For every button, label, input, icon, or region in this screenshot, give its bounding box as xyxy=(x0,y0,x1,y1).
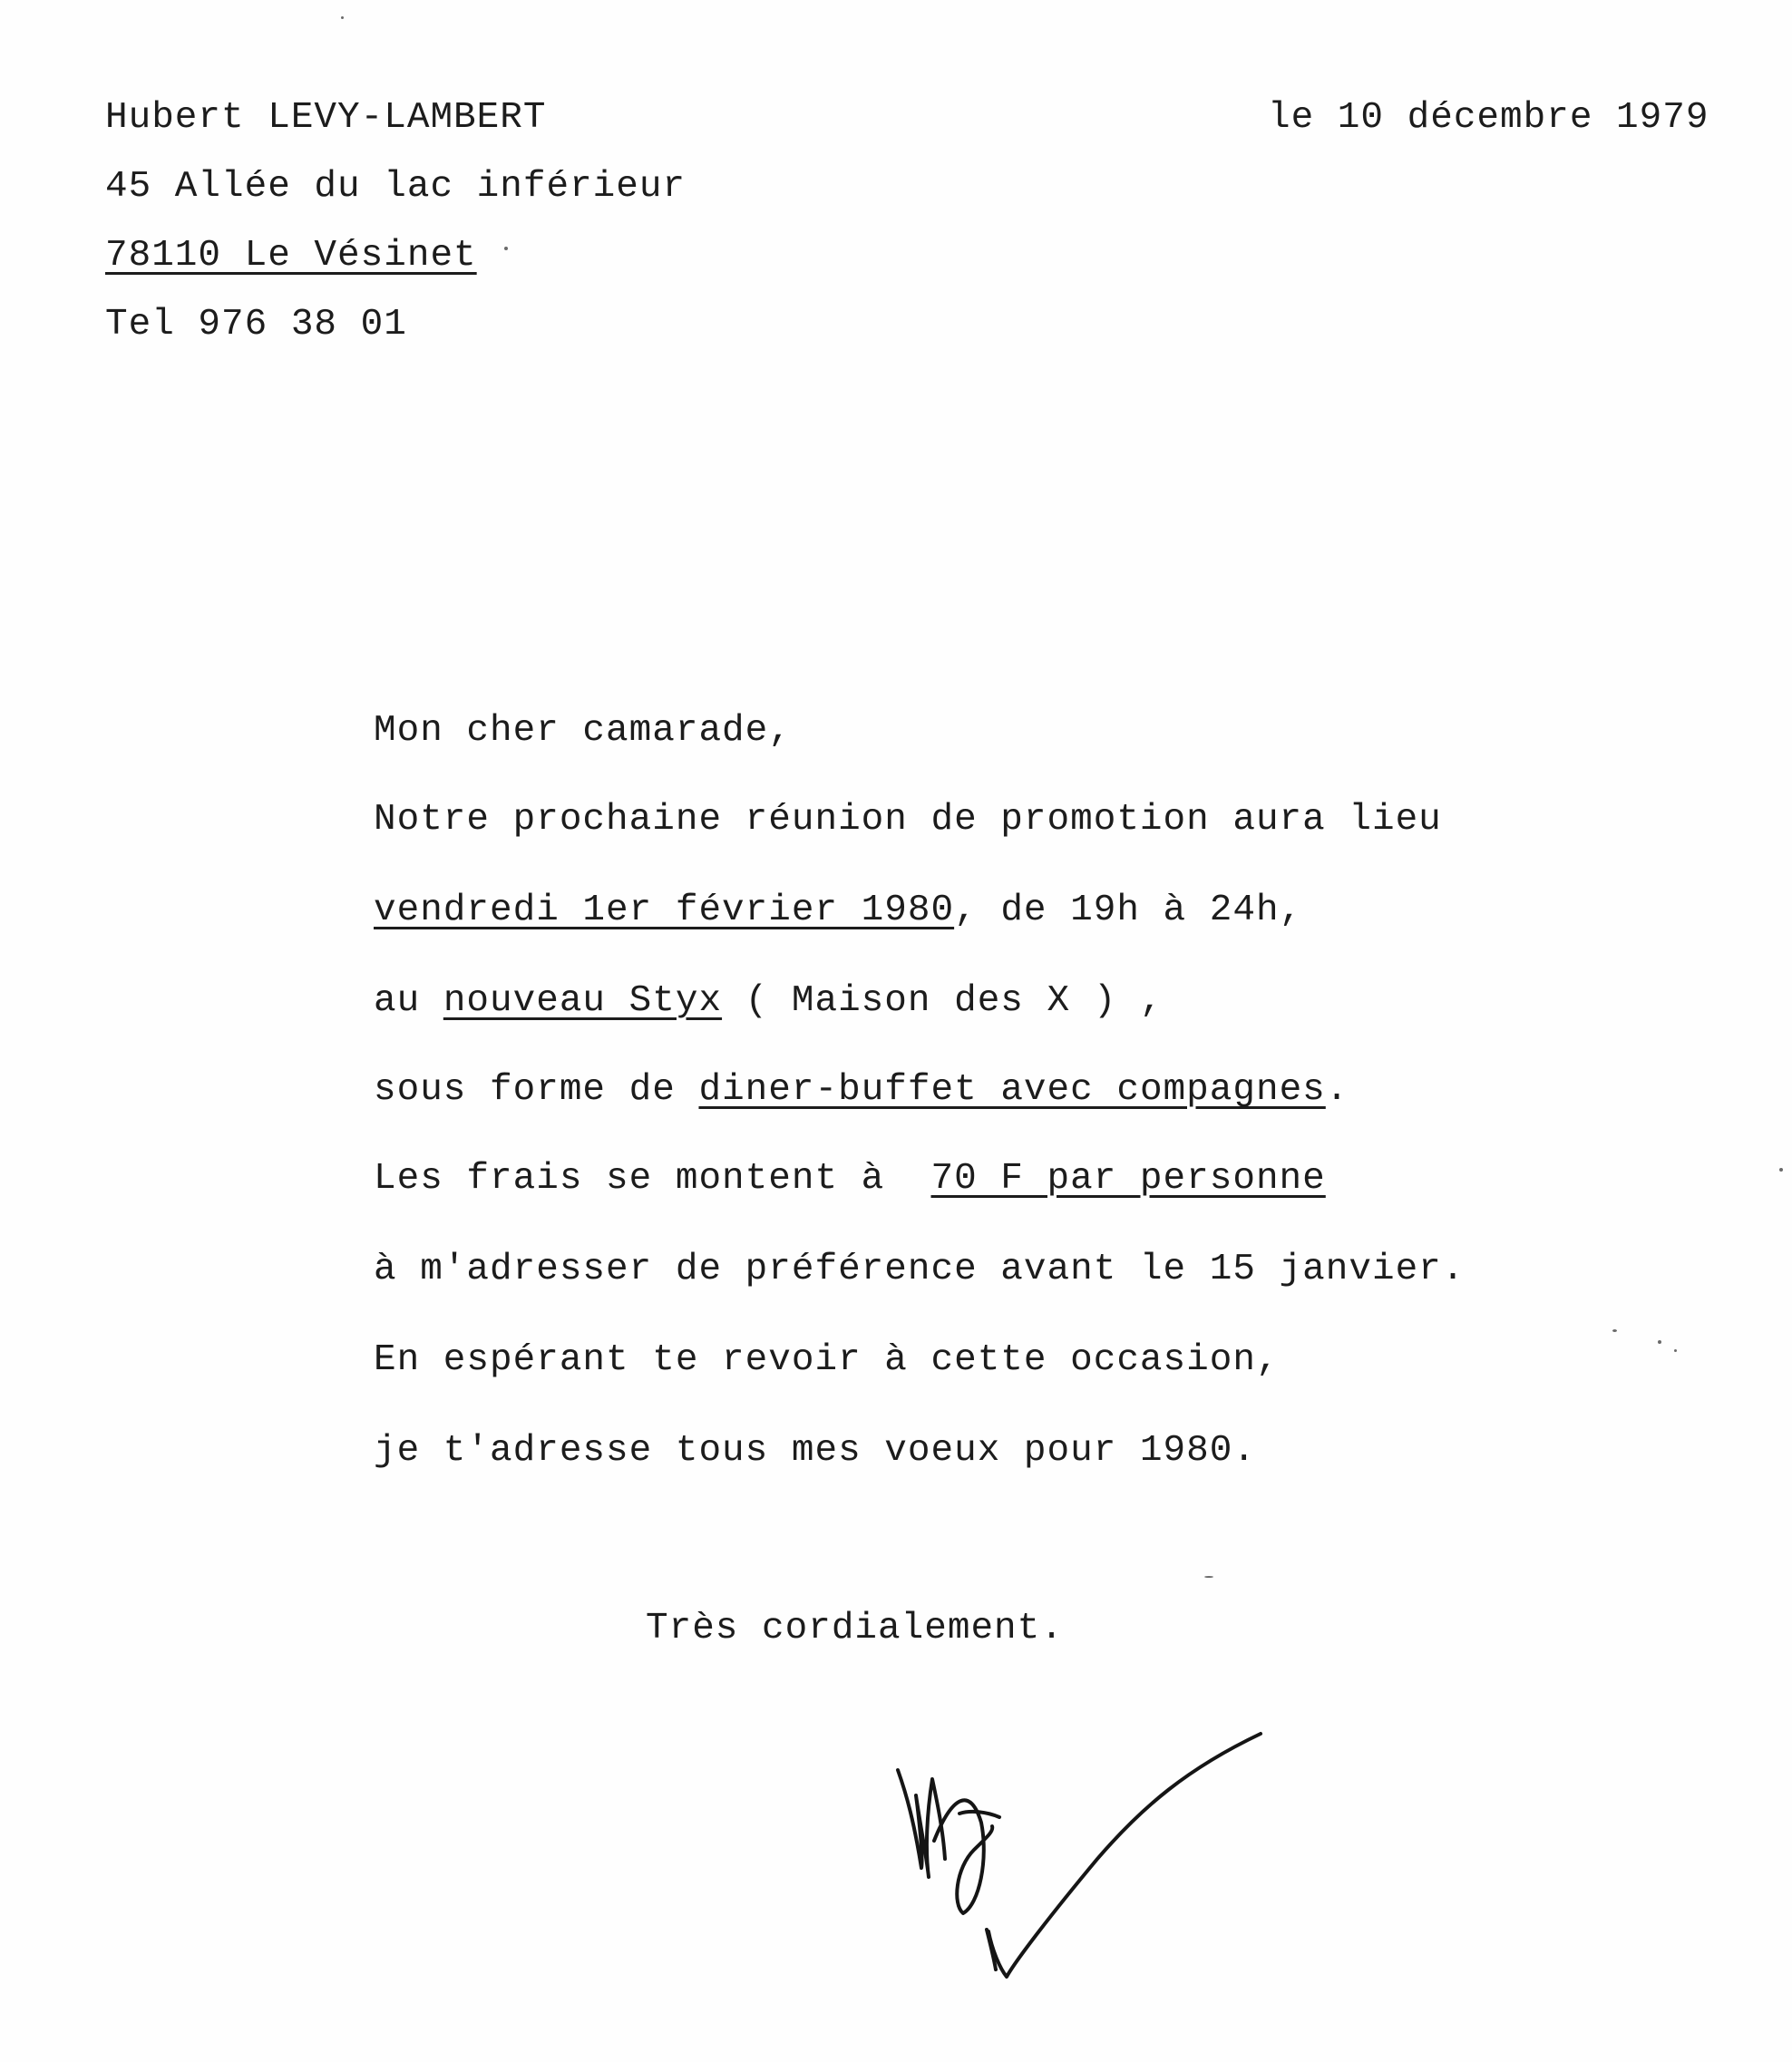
body-line-3-start: au xyxy=(374,980,443,1022)
body-line-7: En espérant te revoir à cette occasion, xyxy=(374,1339,1280,1381)
sender-phone: Tel 976 38 01 xyxy=(105,304,407,345)
body-line-8: je t'adresse tous mes voeux pour 1980. xyxy=(374,1430,1256,1472)
body-line-5-start: Les frais se montent à xyxy=(374,1158,931,1200)
paper-speck xyxy=(1204,1576,1213,1578)
paper-speck xyxy=(341,16,344,19)
body-line-4-end: . xyxy=(1325,1069,1349,1111)
sender-address-line1: 45 Allée du lac inférieur xyxy=(105,166,687,208)
paper-speck xyxy=(504,247,508,250)
paper-speck xyxy=(1658,1340,1661,1344)
body-line-4-start: sous forme de xyxy=(374,1069,699,1111)
sender-address-line2: 78110 Le Vésinet xyxy=(105,235,477,277)
letter-date: le 10 décembre 1979 xyxy=(1268,97,1709,139)
sender-name: Hubert LEVY-LAMBERT xyxy=(105,97,547,139)
meeting-venue: nouveau Styx xyxy=(443,980,723,1022)
meeting-date: vendredi 1er février 1980 xyxy=(374,890,955,931)
body-line-2 xyxy=(374,892,1302,929)
paper-speck xyxy=(1779,1168,1783,1172)
body-line-6: à m'adresser de préférence avant le 15 janvier. xyxy=(374,1249,1466,1290)
meeting-venue-detail: ( Maison des X ) , xyxy=(722,980,1164,1022)
body-line-5 xyxy=(374,1158,1326,1200)
body-line-3 xyxy=(374,980,1164,1022)
closing: Très cordialement. xyxy=(646,1608,1064,1649)
body-line-1: Notre prochaine réunion de promotion aura lieu xyxy=(374,799,1442,841)
handwritten-signature-icon xyxy=(880,1723,1270,1995)
meeting-price: 70 F par personne xyxy=(930,1158,1326,1200)
paper-speck xyxy=(1612,1329,1617,1332)
paper-speck xyxy=(1674,1349,1677,1352)
meeting-time: , de 19h à 24h, xyxy=(954,890,1303,931)
body-line-4 xyxy=(374,1069,1349,1111)
meeting-format: diner-buffet avec compagnes xyxy=(698,1069,1326,1111)
greeting: Mon cher camarade, xyxy=(374,710,792,752)
